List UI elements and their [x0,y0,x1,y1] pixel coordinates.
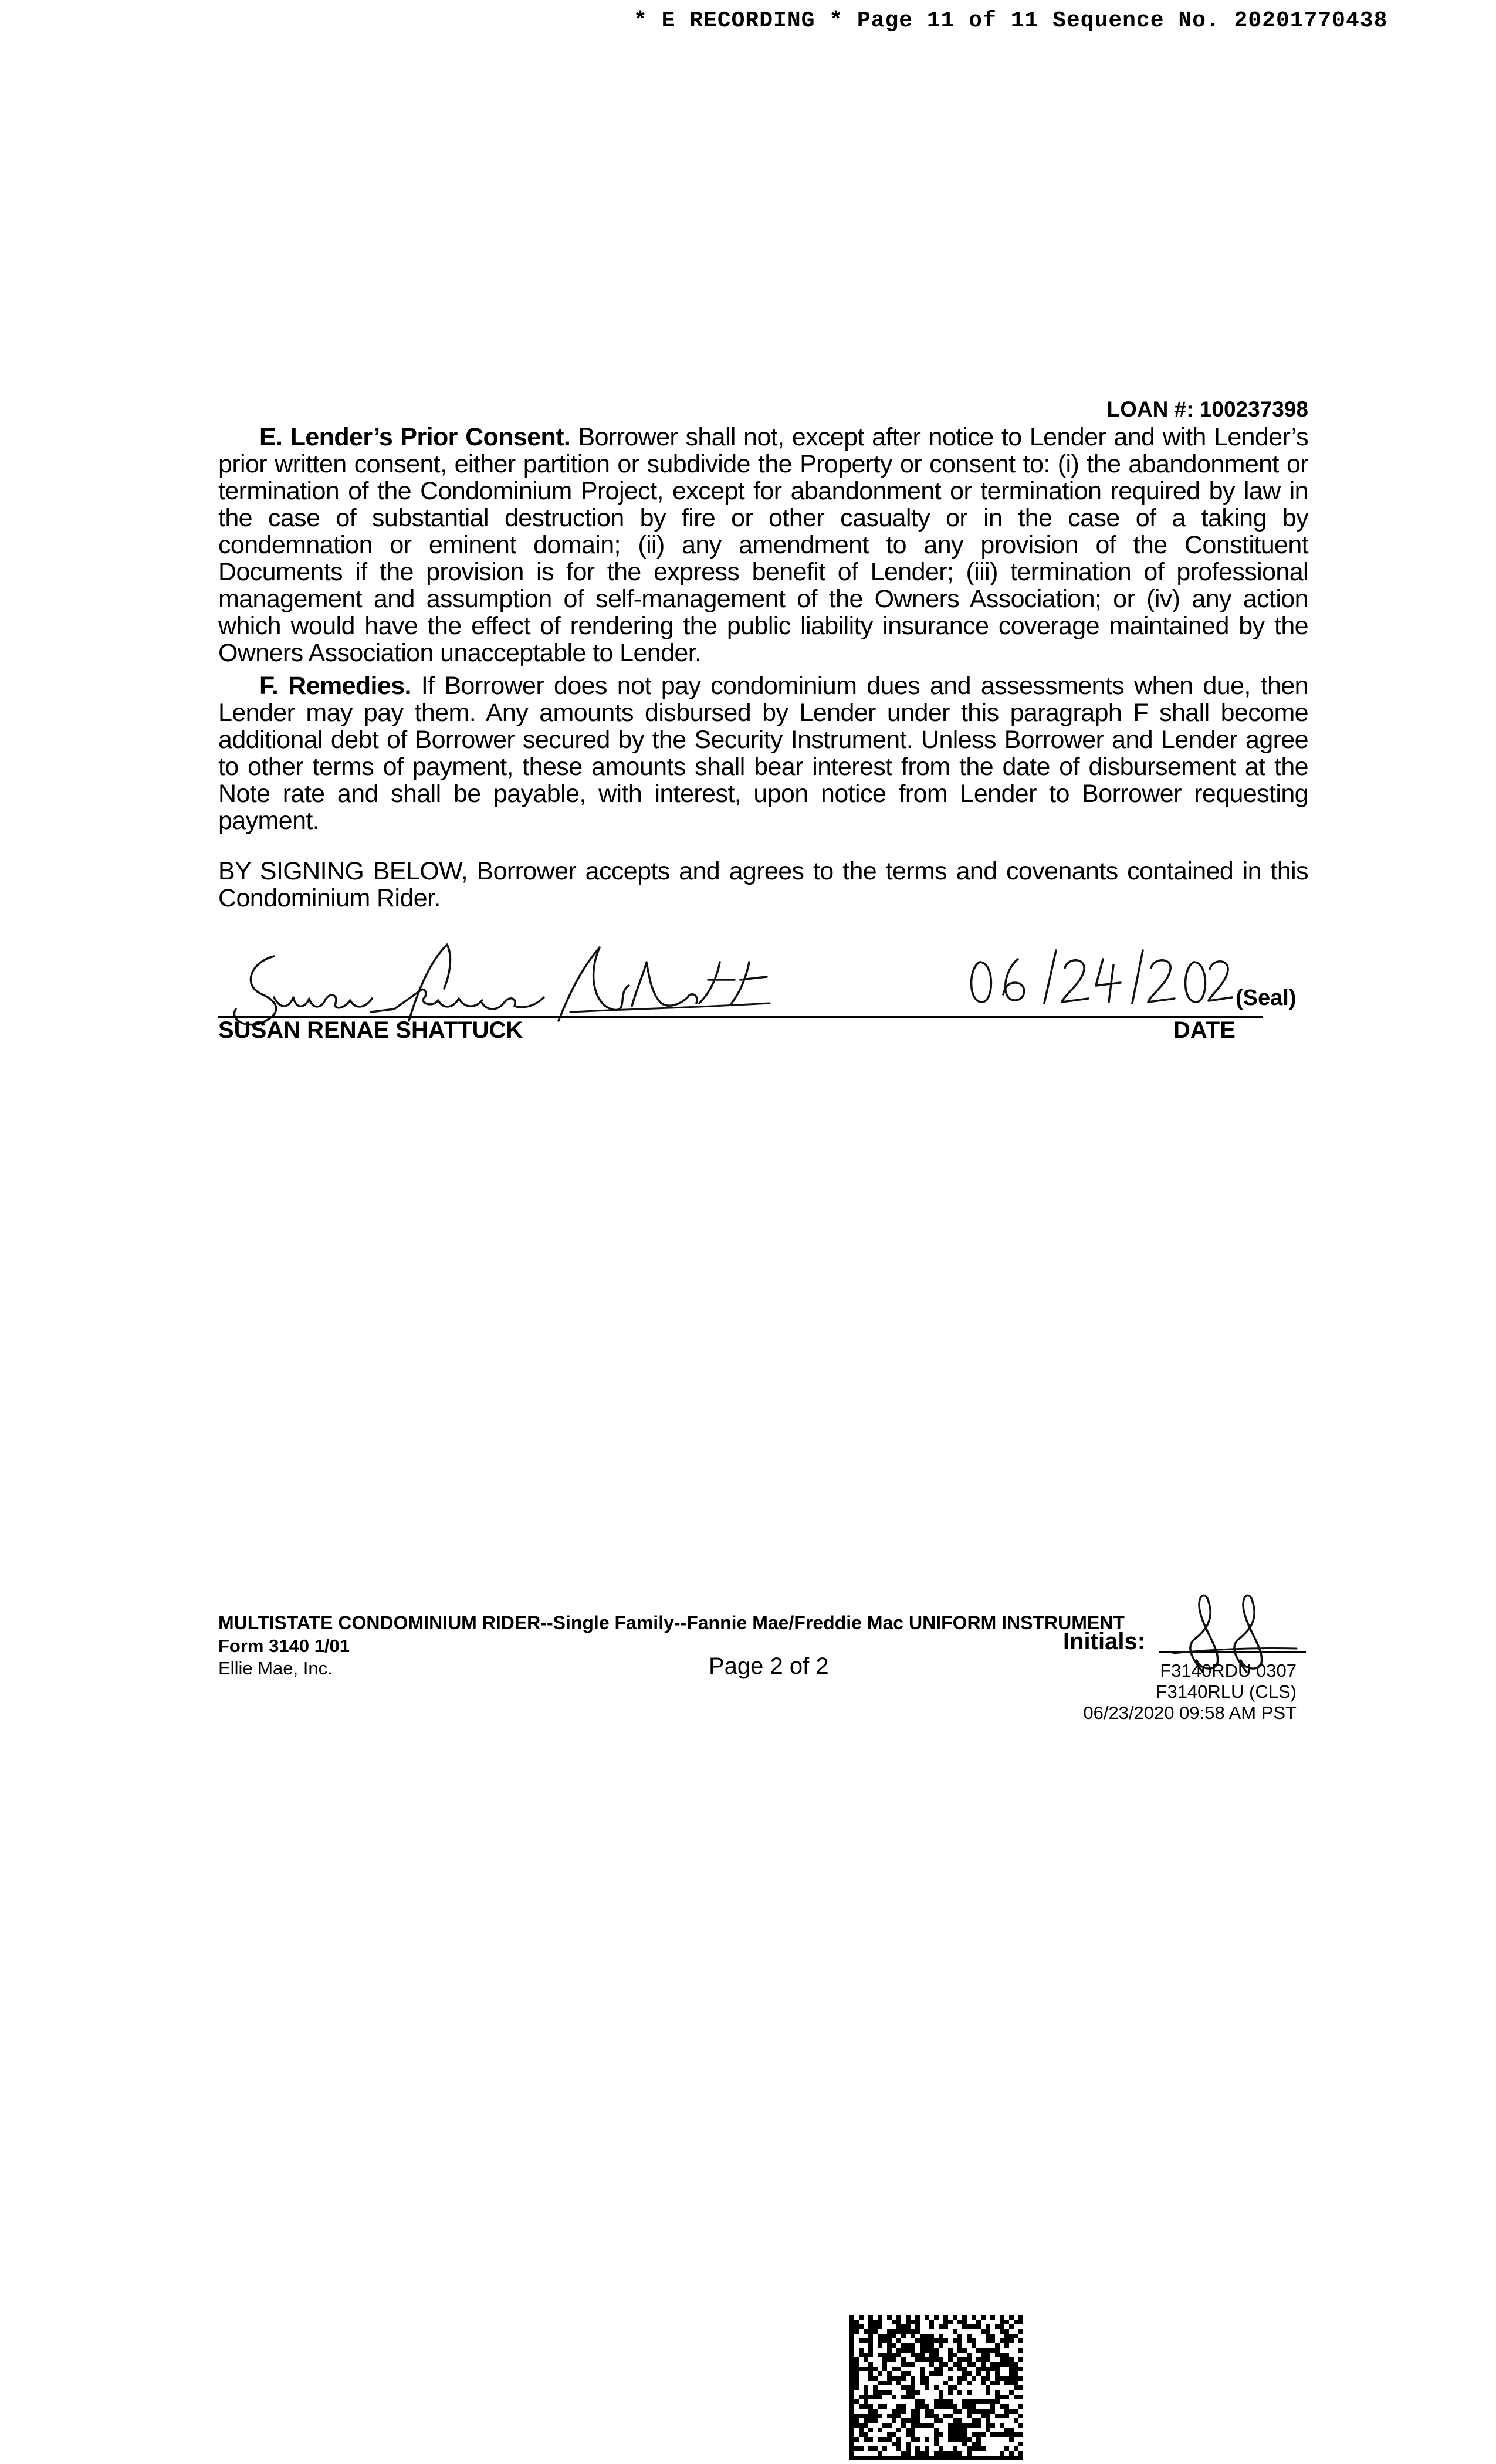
loan-number: LOAN #: 100237398 [1106,397,1308,421]
handwritten-date [962,927,1238,1015]
page-number: Page 2 of 2 [709,1653,829,1679]
borrower-name: SUSAN RENAE SHATTUCK [218,1017,523,1043]
signing-statement: BY SIGNING BELOW, Borrower accepts and agrees to the terms and covenants contained in this Condominium Rider. [218,857,1308,912]
section-e-paragraph [218,424,1308,666]
form-number: Form 3140 1/01 [218,1636,350,1656]
form-code-rlu: F3140RLU (CLS) [1156,1681,1297,1702]
section-f-paragraph [218,672,1308,834]
recording-stamp: * E RECORDING * Page 11 of 11 Sequence No. 20201770438 [634,8,1388,33]
form-title: MULTISTATE CONDOMINIUM RIDER--Single Family--Fannie Mae/Freddie Mac UNIFORM INSTRUMENT [218,1612,1125,1633]
section-f-heading: F. Remedies. [259,672,411,700]
initials-label: Initials: [1063,1629,1146,1654]
print-timestamp: 06/23/2020 09:58 AM PST [1083,1703,1297,1723]
section-e-heading: E. Lender’s Prior Consent. [259,423,571,451]
company-name: Ellie Mae, Inc. [218,1658,333,1678]
date-label: DATE [1173,1017,1236,1043]
form-code-rdu: F3140RDU 0307 [1160,1660,1297,1681]
datamatrix-barcode [849,2314,1023,2461]
seal-label: (Seal) [1236,986,1297,1010]
section-f-text: If Borrower does not pay condominium dues and assessments when due, then Lender may pay them. Any amounts disbursed by Lender under this paragraph F shall become additional debt of Borrower secured by the Security Instrument. Unless Borrower and Lender agree to other terms of payment, these amounts shall bear interest from the date of disbursement at the Note rate and shall be payable, with interest, upon notice from Lender to Borrower requesting payment. [218,672,1308,835]
section-e-text: Borrower shall not, except after notice to Lender and with Lender’s prior written consent, either partition or subdivide the Property or consent to: (i) the abandonment or termination of the Condominium Project, except for abandonment or termination required by law in the case of substantial destruction by fire or other casualty or in the case of a taking by condemnation or eminent domain; (ii) any amendment to any provision of the Constituent Documents if the provision is for the express benefit of Lender; (iii) termination of professional management and assumption of self-management of the Owners Association; or (iv) any action which would have the effect of rendering the public liability insurance coverage maintained by the Owners Association unacceptable to Lender. [218,423,1308,667]
